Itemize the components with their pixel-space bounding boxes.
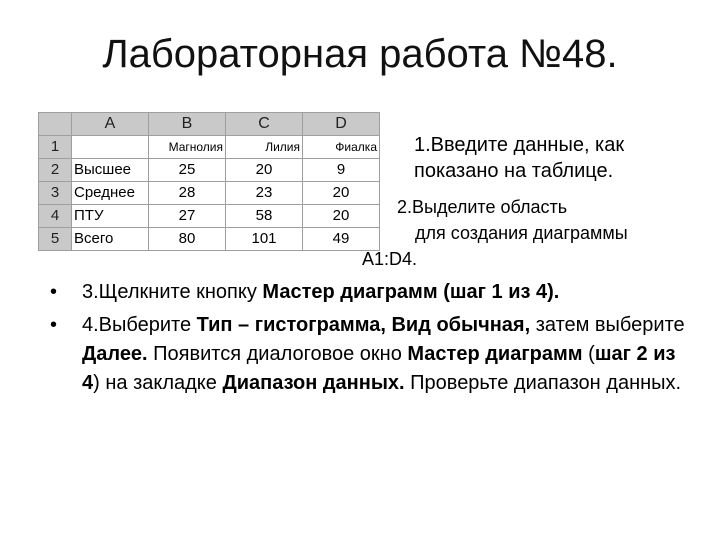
table-row (39, 182, 380, 205)
step-4-bold-1: Тип – гистограмма, Вид обычная, (196, 314, 531, 336)
spreadsheet-image (38, 112, 380, 248)
cell: Всего (72, 228, 149, 251)
table-row (39, 205, 380, 228)
step-3-bold: Мастер диаграмм (шаг 1 из 4). (262, 281, 560, 303)
instruction-step-2-line1: 2.Выделите область (397, 197, 568, 217)
table-row (39, 228, 380, 251)
row-header: 3 (39, 182, 72, 205)
step-3-text: 3.Щелкните кнопку (82, 281, 263, 303)
corner-cell (39, 113, 72, 136)
step-4-text-4: ( (582, 343, 595, 365)
instruction-step-1: 1.Введите данные, как показано на таблице. (414, 134, 625, 182)
list-item-step-4 (48, 311, 698, 398)
step-4-bold-5: Диапазон данных. (222, 372, 405, 394)
cell: Лилия (226, 136, 303, 159)
bullet-icon: • (50, 314, 58, 336)
row-header: 1 (39, 136, 72, 159)
column-header-row (39, 113, 380, 136)
cell: 27 (149, 205, 226, 228)
cell: 28 (149, 182, 226, 205)
cell: 9 (303, 159, 380, 182)
bullet-icon: • (50, 281, 58, 303)
cell: Высшее (72, 159, 149, 182)
cell: 101 (226, 228, 303, 251)
step-4-bold-3: Мастер диаграмм (407, 343, 583, 365)
step-4-bold-2: Далее. (82, 343, 148, 365)
column-header-b: B (149, 113, 226, 136)
row-header: 4 (39, 205, 72, 228)
spreadsheet-table (38, 112, 380, 251)
cell: ПТУ (72, 205, 149, 228)
instruction-list (48, 278, 698, 402)
row-header: 2 (39, 159, 72, 182)
cell: 23 (226, 182, 303, 205)
cell (72, 136, 149, 159)
table-row (39, 136, 380, 159)
cell: 25 (149, 159, 226, 182)
column-header-a: A (72, 113, 149, 136)
cell: Среднее (72, 182, 149, 205)
step-4-bold-4: шаг 2 из 4 (82, 343, 676, 394)
instruction-step-2-range: A1:D4. (362, 249, 418, 269)
step-4-text-6: Проверьте диапазон данных. (404, 372, 682, 394)
cell: 20 (303, 205, 380, 228)
step-4-text-3: Появится диалоговое окно (147, 343, 408, 365)
cell: 58 (226, 205, 303, 228)
cell: 20 (303, 182, 380, 205)
step-4-text-5: ) на закладке (93, 372, 223, 394)
list-item-step-3 (48, 278, 698, 307)
column-header-c: C (226, 113, 303, 136)
cell: Магнолия (149, 136, 226, 159)
row-header: 5 (39, 228, 72, 251)
cell: 49 (303, 228, 380, 251)
column-header-d: D (303, 113, 380, 136)
slide-title: Лабораторная работа №48. (102, 32, 618, 76)
cell: 80 (149, 228, 226, 251)
cell: Фиалка (303, 136, 380, 159)
table-row (39, 159, 380, 182)
instruction-step-2-line2: для создания диаграммы (415, 223, 628, 243)
step-4-text-1: 4.Выберите (82, 314, 197, 336)
step-4-text-2: затем выберите (530, 314, 685, 336)
cell: 20 (226, 159, 303, 182)
